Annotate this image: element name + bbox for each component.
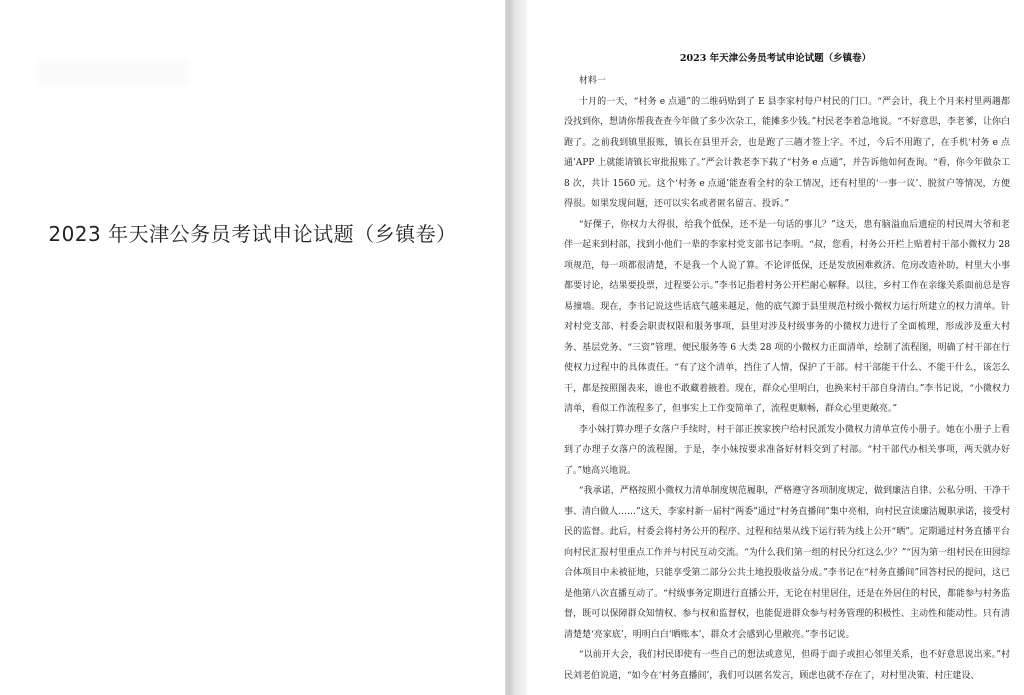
section-label: 材料一	[578, 76, 606, 86]
paragraph: “我承诺，严格按照小微权力清单制度规范履职，严格遵守各项制度规定，做到廉洁自律、公私分明、干净干事、清白做人……”这天，李家村新一届村“两委”通过“村务直播间”集中亮相，向村民宣读廉洁履职承诺，接受村民的监督。此后，村委会将村务公开的程序、过程和结果从线下运行转为线上公开“晒”。定期通过村务直播平台向村民汇报村里重点工作并与村民互动交流。“为什么我们第一组的村民分红这么少？”“因为第一组村民在田园综合体项目中未被征地，只能享受第二部分公共土地投股收益分成。”李书记在“村务直播间”回答村民的提问，这已是他第八次直播互动了。“村级事务定期进行直播公开，无论在村里居住，还是在外居住的村民，都能参与村务监督，既可以保障群众知情权、参与权和监督权，也能促进群众参与村务管理的积极性、主动性和能动性。只有清清楚楚‘亮家底’，明明白白‘晒账本’，群众才会感到心里敞亮。”李书记说。	[564, 486, 1011, 640]
paragraph: 李小妹打算办理子女落户手续时，村干部正挨家挨户给村民派发小微权力清单宣传小册子。她在小册子上看到了办理子女落户的流程图，于是，李小妹按要求准备好材料交到了村部。“村干部代办相关事项，两天就办好了。”她高兴地说。	[564, 424, 1010, 476]
page-gutter	[505, 0, 527, 695]
paragraph: “以前开大会，我们村民即使有一些自己的想法或意见，但碍于面子或担心邻里关系，也不好意思说出来。”村民刘老伯说道，“如今在‘村务直播间’，我们可以匿名发言，顾虑也就不存在了，对村里决策、村庄建设、	[564, 650, 1010, 681]
content-page	[527, 0, 1024, 695]
document-title: 2023 年天津公务员考试申论试题（乡镇卷）	[679, 53, 872, 64]
cover-title: 2023 年天津公务员考试申论试题（乡镇卷）	[48, 222, 457, 246]
document-body	[564, 71, 1010, 686]
cover-page	[0, 0, 505, 695]
cover-watermark-smudge	[38, 60, 188, 86]
paragraph: 十月的一天，“村务 e 点通”的二维码贴到了 E 县李家村每户村民的门口。“严会计，我上个月来村里两趟都没找到你，想请你帮我查查今年做了多少次杂工，能摊多少钱。”村民老李着急地说。“不好意思，李老爹，让你白跑了。之前我到镇里报账，镇长在县里开会，也是跑了三趟才签上字。不过，今后不用跑了，在手机‘村务 e 点通’APP 上就能请镇长审批报账了。”严会计教老李下载了“村务 e 点通”，并告诉他如何查询。“看，你今年做杂工 8 次，共计 1560 元。这个‘村务 e 点通’能查看全村的杂工情况，还有村里的‘一事一议’、脱贫户等情况，方便得很。如果发现问题，还可以实名或者匿名留言、投诉。”	[564, 96, 1010, 209]
paragraph: “好僳子，你权力大得很，给我个低保，还不是一句话的事儿？”这天，患有脑溢血后遗症的村民周大爷和老伴一起来到村部，找到小他们一辈的李家村党支部书记李明。“叔，您看，村务公开栏上贴着村干部小微权力 28 项规范，每一项都很清楚，不是我一个人说了算。不论评低保，还是发放困难救济、危房改造补助，村里大小事都要讨论，结果要投票，过程要公示。”李书记指着村务公开栏耐心解释。以往，乡村工作在亲缘关系面前总是容易撞墙。现在，李书记说这些话底气越来越足，他的底气源于县里规范村级小微权力运行所建立的权力清单。针对村党支部、村委会职责权限和服务事项，县里对涉及村级事务的小微权力进行了全面梳理，形成涉及重大村务、基层党务、“三资”管理、便民服务等 6 大类 28 项的小微权力正面清单，绘制了流程图，明确了村干部在行使权力过程中的具体责任。“有了这个清单，挡住了人情，保护了干部。村干部能干什么、不能干什么，该怎么干，都是按照图表来，谁也不敢藏着掖着。现在，群众心里明白，也换来村干部自身清白。”李书记说，“小微权力清单，看似工作流程多了，但事实上工作变简单了，流程更顺畅，群众心里更敞亮。”	[564, 219, 1010, 414]
